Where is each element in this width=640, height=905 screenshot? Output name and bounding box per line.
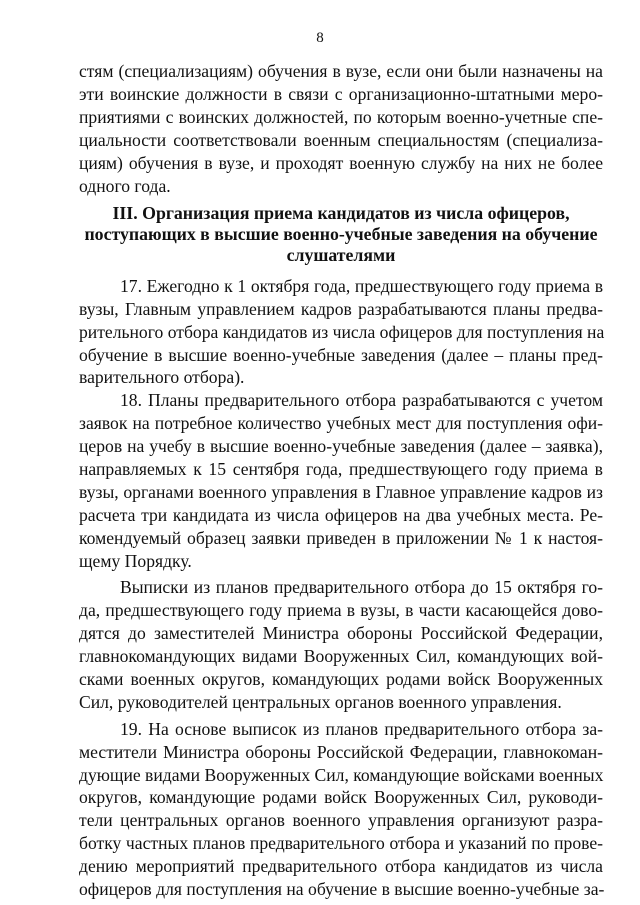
page-number: 8 xyxy=(316,30,324,46)
text-line: да, предшествующего году приема в вузы, в части касающейся дово- xyxy=(79,600,603,621)
text-line: дятся до заместителей Министра обороны Российской Федерации, xyxy=(79,623,603,644)
text-line: приятиями с воинских должностей, по которым военно-учетные спе- xyxy=(79,106,603,127)
text-line: церов на учебу в высшие военно-учебные заведения (далее – заявка), xyxy=(79,436,603,457)
text-line: тели центральных органов военного управления организуют разра- xyxy=(79,810,603,831)
text-line: комендуемый образец заявки приведен в приложении № 1 к настоя- xyxy=(79,527,603,548)
text-line: дению мероприятий предварительного отбора кандидатов из числа xyxy=(79,856,603,877)
heading-line: поступающих в высшие военно-учебные заведения на обучение xyxy=(84,224,598,245)
text-line: заявок на потребное количество учебных мест для поступления офи- xyxy=(79,413,603,434)
text-line: циям) обучения в вузе, и проходят военную службу на них не более xyxy=(79,152,603,173)
text-line: одного года. xyxy=(79,175,171,196)
text-line: щему Порядку. xyxy=(79,550,192,571)
text-line: рительного отбора кандидатов из числа офицеров для поступления на xyxy=(79,321,605,342)
text-line: циальности соответствовали военным специальностям (специализа- xyxy=(79,129,603,150)
text-line: варительного отбора). xyxy=(79,367,245,388)
text-line: Выписки из планов предварительного отбора до 15 октября го- xyxy=(120,577,603,598)
text-line: округов, командующие родами войск Вооруженных Сил, руководи- xyxy=(79,787,603,808)
heading-line: слушателями xyxy=(286,245,396,266)
text-line: эти воинские должности в связи с организационно-штатными меро- xyxy=(79,83,603,104)
text-line: обучение в высшие военно-учебные заведения (далее – планы пред- xyxy=(79,344,603,365)
text-line: вузы, органами военного управления в Главное управление кадров из xyxy=(79,481,603,502)
heading-line: III. Организация приема кандидатов из числа офицеров, xyxy=(112,203,570,224)
text-line: стям (специализациям) обучения в вузе, если они были назначены на xyxy=(79,61,603,81)
text-line: главнокомандующих видами Вооруженных Сил, командующих вой- xyxy=(79,646,603,667)
text-line: вузы, Главным управлением кадров разрабатываются планы предва- xyxy=(79,298,603,319)
text-line: 19. На основе выписок из планов предварительного отбора за- xyxy=(120,718,603,739)
text-line: местители Министра обороны Российской Федерации, главнокоман- xyxy=(79,741,603,762)
text-line: сками военных округов, командующих родами войск Вооруженных xyxy=(79,669,603,689)
text-line: ботку частных планов предварительного отбора и указаний по прове- xyxy=(79,833,603,854)
text-line: 18. Планы предварительного отбора разрабатываются с учетом xyxy=(120,390,603,411)
text-line: дующие видами Вооруженных Сил, командующие войсками военных xyxy=(79,764,604,785)
text-line: Сил, руководителей центральных органов военного управления. xyxy=(79,691,562,712)
text-line: расчета три кандидата из числа офицеров на два учебных места. Ре- xyxy=(79,504,603,525)
text-line: направляемых к 15 сентября года, предшествующего году приема в xyxy=(79,459,603,479)
text-line: 17. Ежегодно к 1 октября года, предшествующего году приема в xyxy=(120,275,603,296)
text-line: офицеров для поступления на обучение в высшие военно-учебные за- xyxy=(79,879,605,899)
